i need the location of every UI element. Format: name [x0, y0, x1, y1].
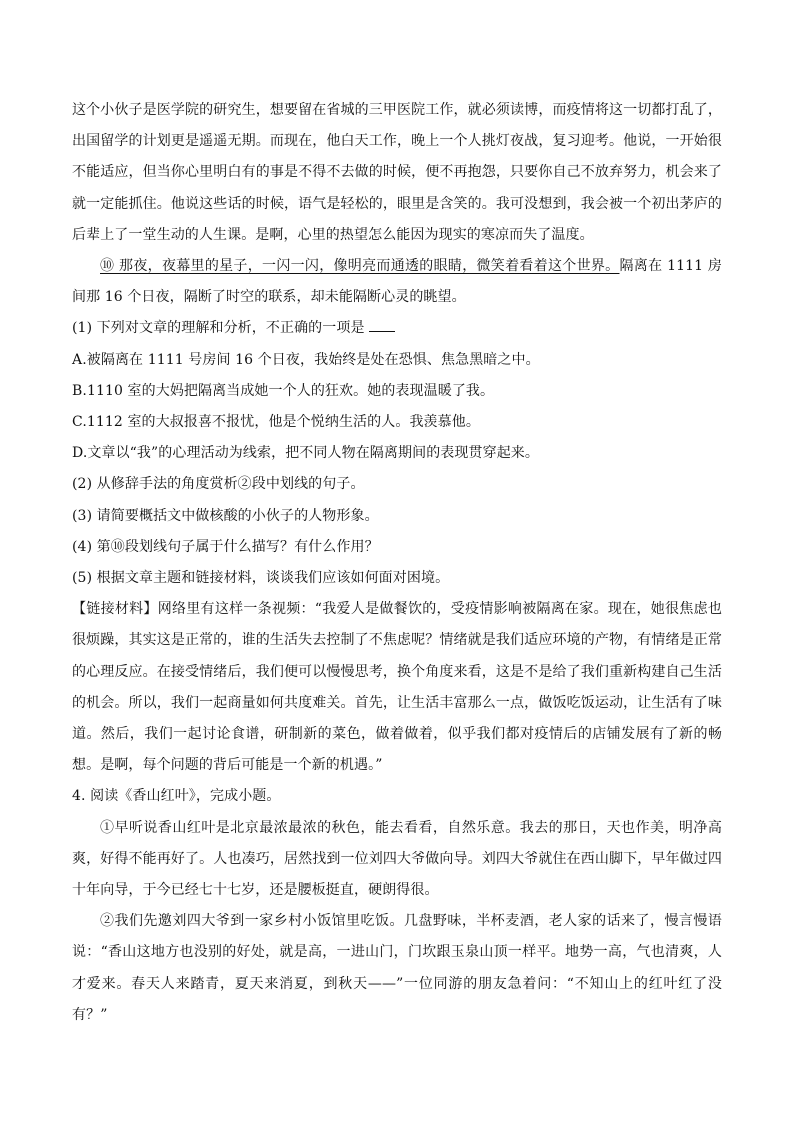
paragraph-10-rest: 隔离在 1111 房间那 16 个日夜，隔断了时空的联系，却未能隔断心灵的眺望。 [72, 258, 723, 306]
answer-blank [369, 317, 395, 332]
question-1-text: (1) 下列对文章的理解和分析，不正确的一项是 [72, 320, 365, 337]
section-4-paragraph-2: ②我们先邀刘四大爷到一家乡村小饭馆里吃饭。几盘野味，半杯麦酒，老人家的话来了，慢言慢语说：“香山这地方也没别的好处，就是高，一进山门，门坎跟玉泉山顶一样平。地势一高，气也清爽，人才爱来。春天人来踏青，夏天来消夏，到秋天——”一位同游的朋友急着问：“不知山上的红叶红了没有？” [72, 913, 722, 1023]
option-c: C.1112 室的大叔报喜不报忧，他是个悦纳生活的人。我羡慕他。 [72, 414, 480, 431]
option-a: A.被隔离在 1111 号房间 16 个日夜，我始终是处在恐惧、焦急黑暗之中。 [72, 351, 540, 368]
link-material: 【链接材料】网络里有这样一条视频：“我爱人是做餐饮的，受疫情影响被隔离在家。现在，她很焦虑也很烦躁，其实这是正常的，谁的生活失去控制了不焦虑呢？情绪就是我们适应环境的产物，有情绪是正常的心理反应。在接受情绪后，我们便可以慢慢思考，换个角度来看，这是不是给了我们重新构建自己生活的机会。所以，我们一起商量如何共度难关。首先，让生活丰富那么一点，做饭吃饭运动，让生活有了味道。然后，我们一起讨论食谱，研制新的菜色，做着做着，似乎我们都对疫情后的店铺发展有了新的畅想。是啊，每个问题的背后可能是一个新的机遇。” [72, 601, 722, 774]
question-1 [72, 313, 722, 344]
option-d: D.文章以“我”的心理活动为线索，把不同人物在隔离期间的表现贯穿起来。 [72, 445, 539, 462]
underlined-sentence: ⑩ 那夜，夜幕里的星子，一闪一闪，像明亮而通透的眼睛，微笑着看着这个世界。 [100, 258, 620, 275]
question-4: (4) 第⑩段划线句子属于什么描写？有什么作用？ [72, 538, 379, 555]
section-4-paragraph-1: ①早听说香山红叶是北京最浓最浓的秋色，能去看看，自然乐意。我去的那日，天也作美，明净高爽，好得不能再好了。人也凑巧，居然找到一位刘四大爷做向导。刘四大爷就住在西山脚下，早年做过四十年向导，于今已经七十七岁，还是腰板挺直，硬朗得很。 [72, 819, 722, 899]
document-body [72, 95, 722, 1031]
question-5: (5) 根据文章主题和链接材料，谈谈我们应该如何面对困境。 [72, 570, 450, 587]
paragraph-10 [72, 251, 722, 313]
question-2: (2) 从修辞手法的角度赏析②段中划线的句子。 [72, 476, 365, 493]
option-b: B.1110 室的大妈把隔离当成她一个人的狂欢。她的表现温暖了我。 [72, 382, 495, 399]
section-4-heading: 4. 阅读《香山红叶》，完成小题。 [72, 788, 281, 805]
paragraph-intro: 这个小伙子是医学院的研究生，想要留在省城的三甲医院工作，就必须读博，而疫情将这一切都打乱了，出国留学的计划更是遥遥无期。而现在，他白天工作，晚上一个人挑灯夜战，复习迎考。他说，一开始很不能适应，但当你心里明白有的事是不得不去做的时候，便不再抱怨，只要你自己不放弃努力，机会来了就一定能抓住。他说这些话的时候，语气是轻松的，眼里是含笑的。我可没想到，我会被一个初出茅庐的后辈上了一堂生动的人生课。是啊，心里的热望怎么能因为现实的寒凉而失了温度。 [72, 102, 722, 243]
question-3: (3) 请简要概括文中做核酸的小伙子的人物形象。 [72, 507, 379, 524]
